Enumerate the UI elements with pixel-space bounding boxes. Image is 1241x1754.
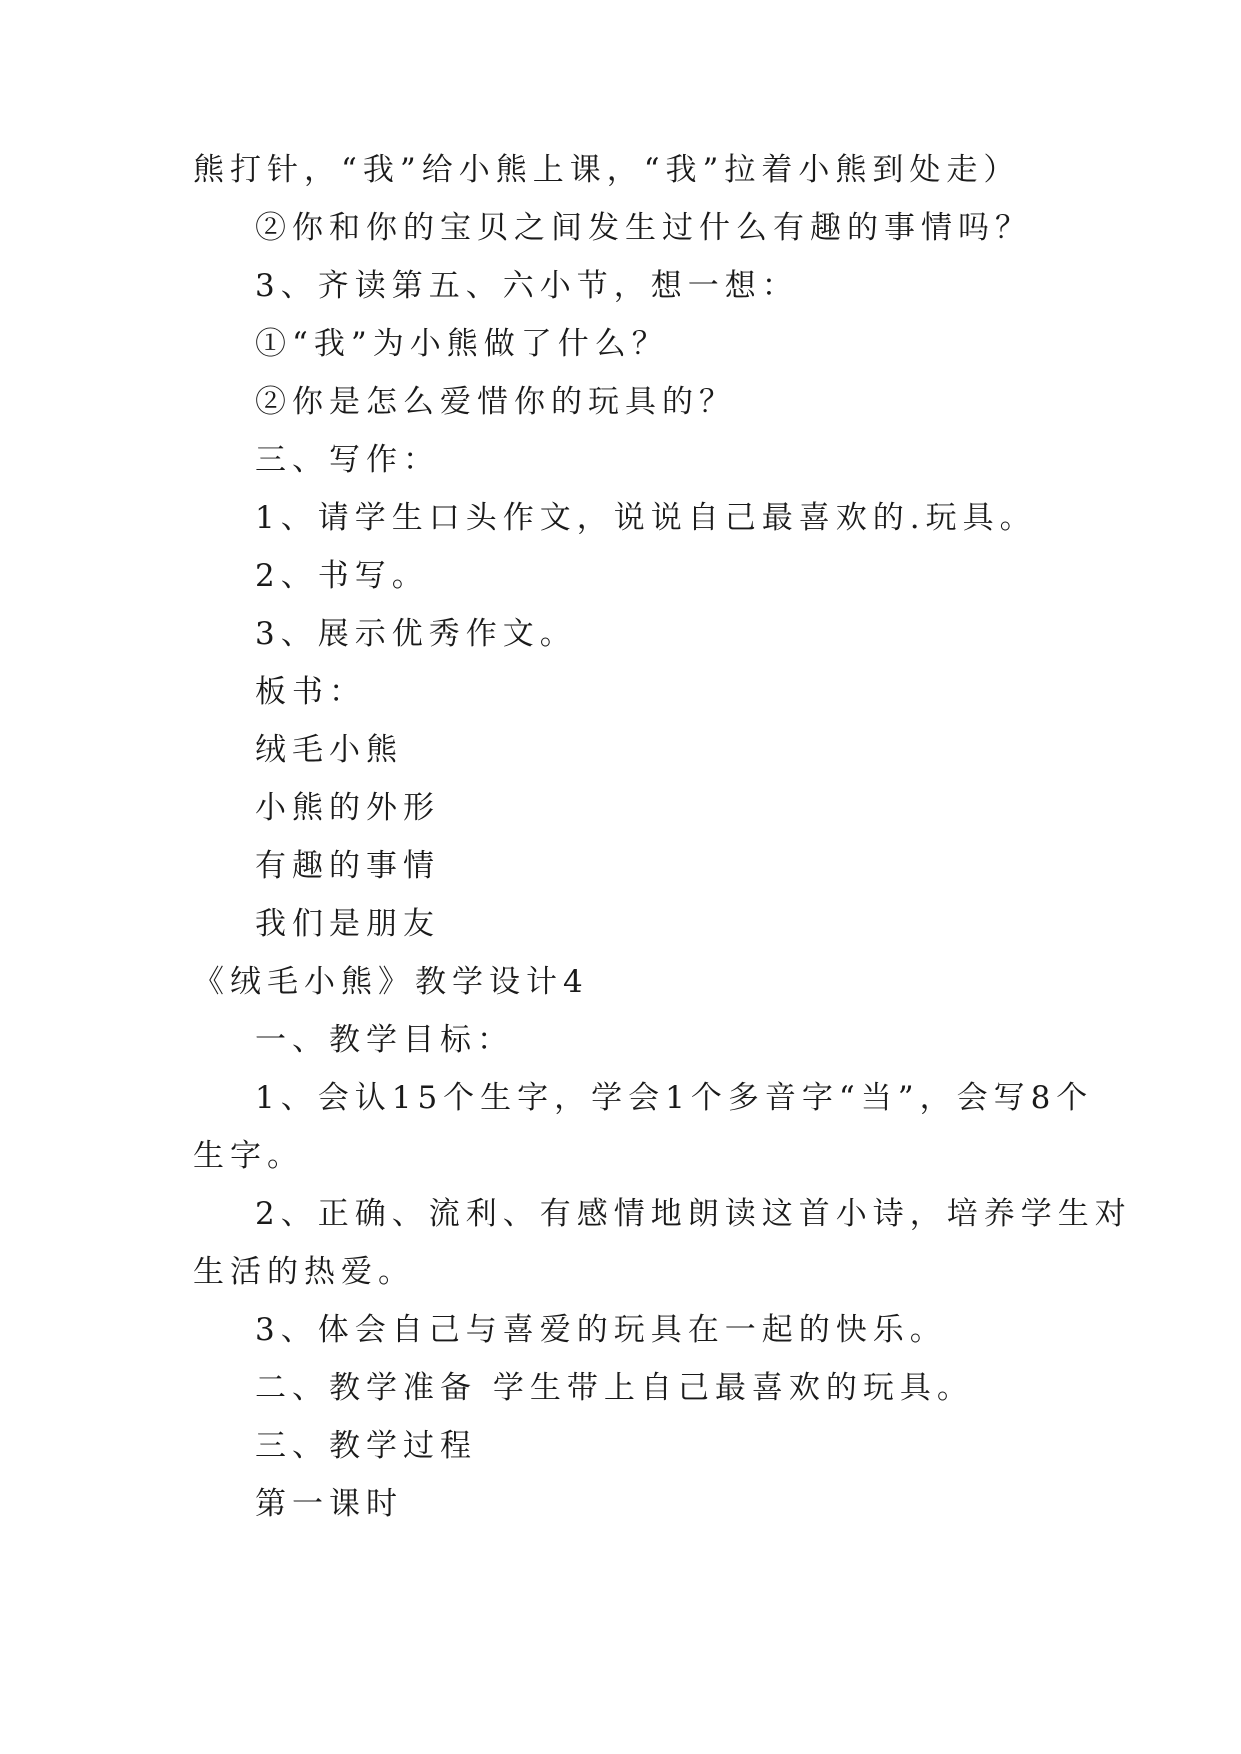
text-line: 生字。 <box>193 1138 304 1174</box>
text-line: 2、正确、流利、有感情地朗读这首小诗，培养学生对 <box>255 1196 1132 1232</box>
section-heading: 三、教学过程 <box>255 1428 477 1464</box>
text-line: ②你和你的宝贝之间发生过什么有趣的事情吗？ <box>255 210 1032 246</box>
document-title: 《绒毛小熊》教学设计4 <box>193 964 589 1000</box>
text-line: 我们是朋友 <box>255 906 440 942</box>
text-line: 绒毛小熊 <box>255 732 403 768</box>
text-line: ②你是怎么爱惜你的玩具的？ <box>255 384 736 420</box>
text-line: 1、请学生口头作文，说说自己最喜欢的.玩具。 <box>255 500 1037 536</box>
section-heading: 二、教学准备 学生带上自己最喜欢的玩具。 <box>255 1370 974 1406</box>
text-line: 第一课时 <box>255 1486 403 1522</box>
text-line: ①“我”为小熊做了什么？ <box>255 326 669 362</box>
text-line: 3、体会自己与喜爱的玩具在一起的快乐。 <box>255 1312 947 1348</box>
text-line: 小熊的外形 <box>255 790 440 826</box>
text-line: 1、会认15个生字，学会1个多音字“当”，会写8个 <box>255 1080 1094 1116</box>
section-heading: 三、写作： <box>255 442 440 478</box>
text-line: 3、展示优秀作文。 <box>255 616 577 652</box>
text-line: 生活的热爱。 <box>193 1254 415 1290</box>
text-line: 3、齐读第五、六小节，想一想： <box>255 268 799 304</box>
text-line: 板书： <box>255 674 366 710</box>
section-heading: 一、教学目标： <box>255 1022 514 1058</box>
text-line: 熊打针，“我”给小熊上课，“我”拉着小熊到处走） <box>193 152 1021 188</box>
text-line: 2、书写。 <box>255 558 429 594</box>
text-line: 有趣的事情 <box>255 848 440 884</box>
